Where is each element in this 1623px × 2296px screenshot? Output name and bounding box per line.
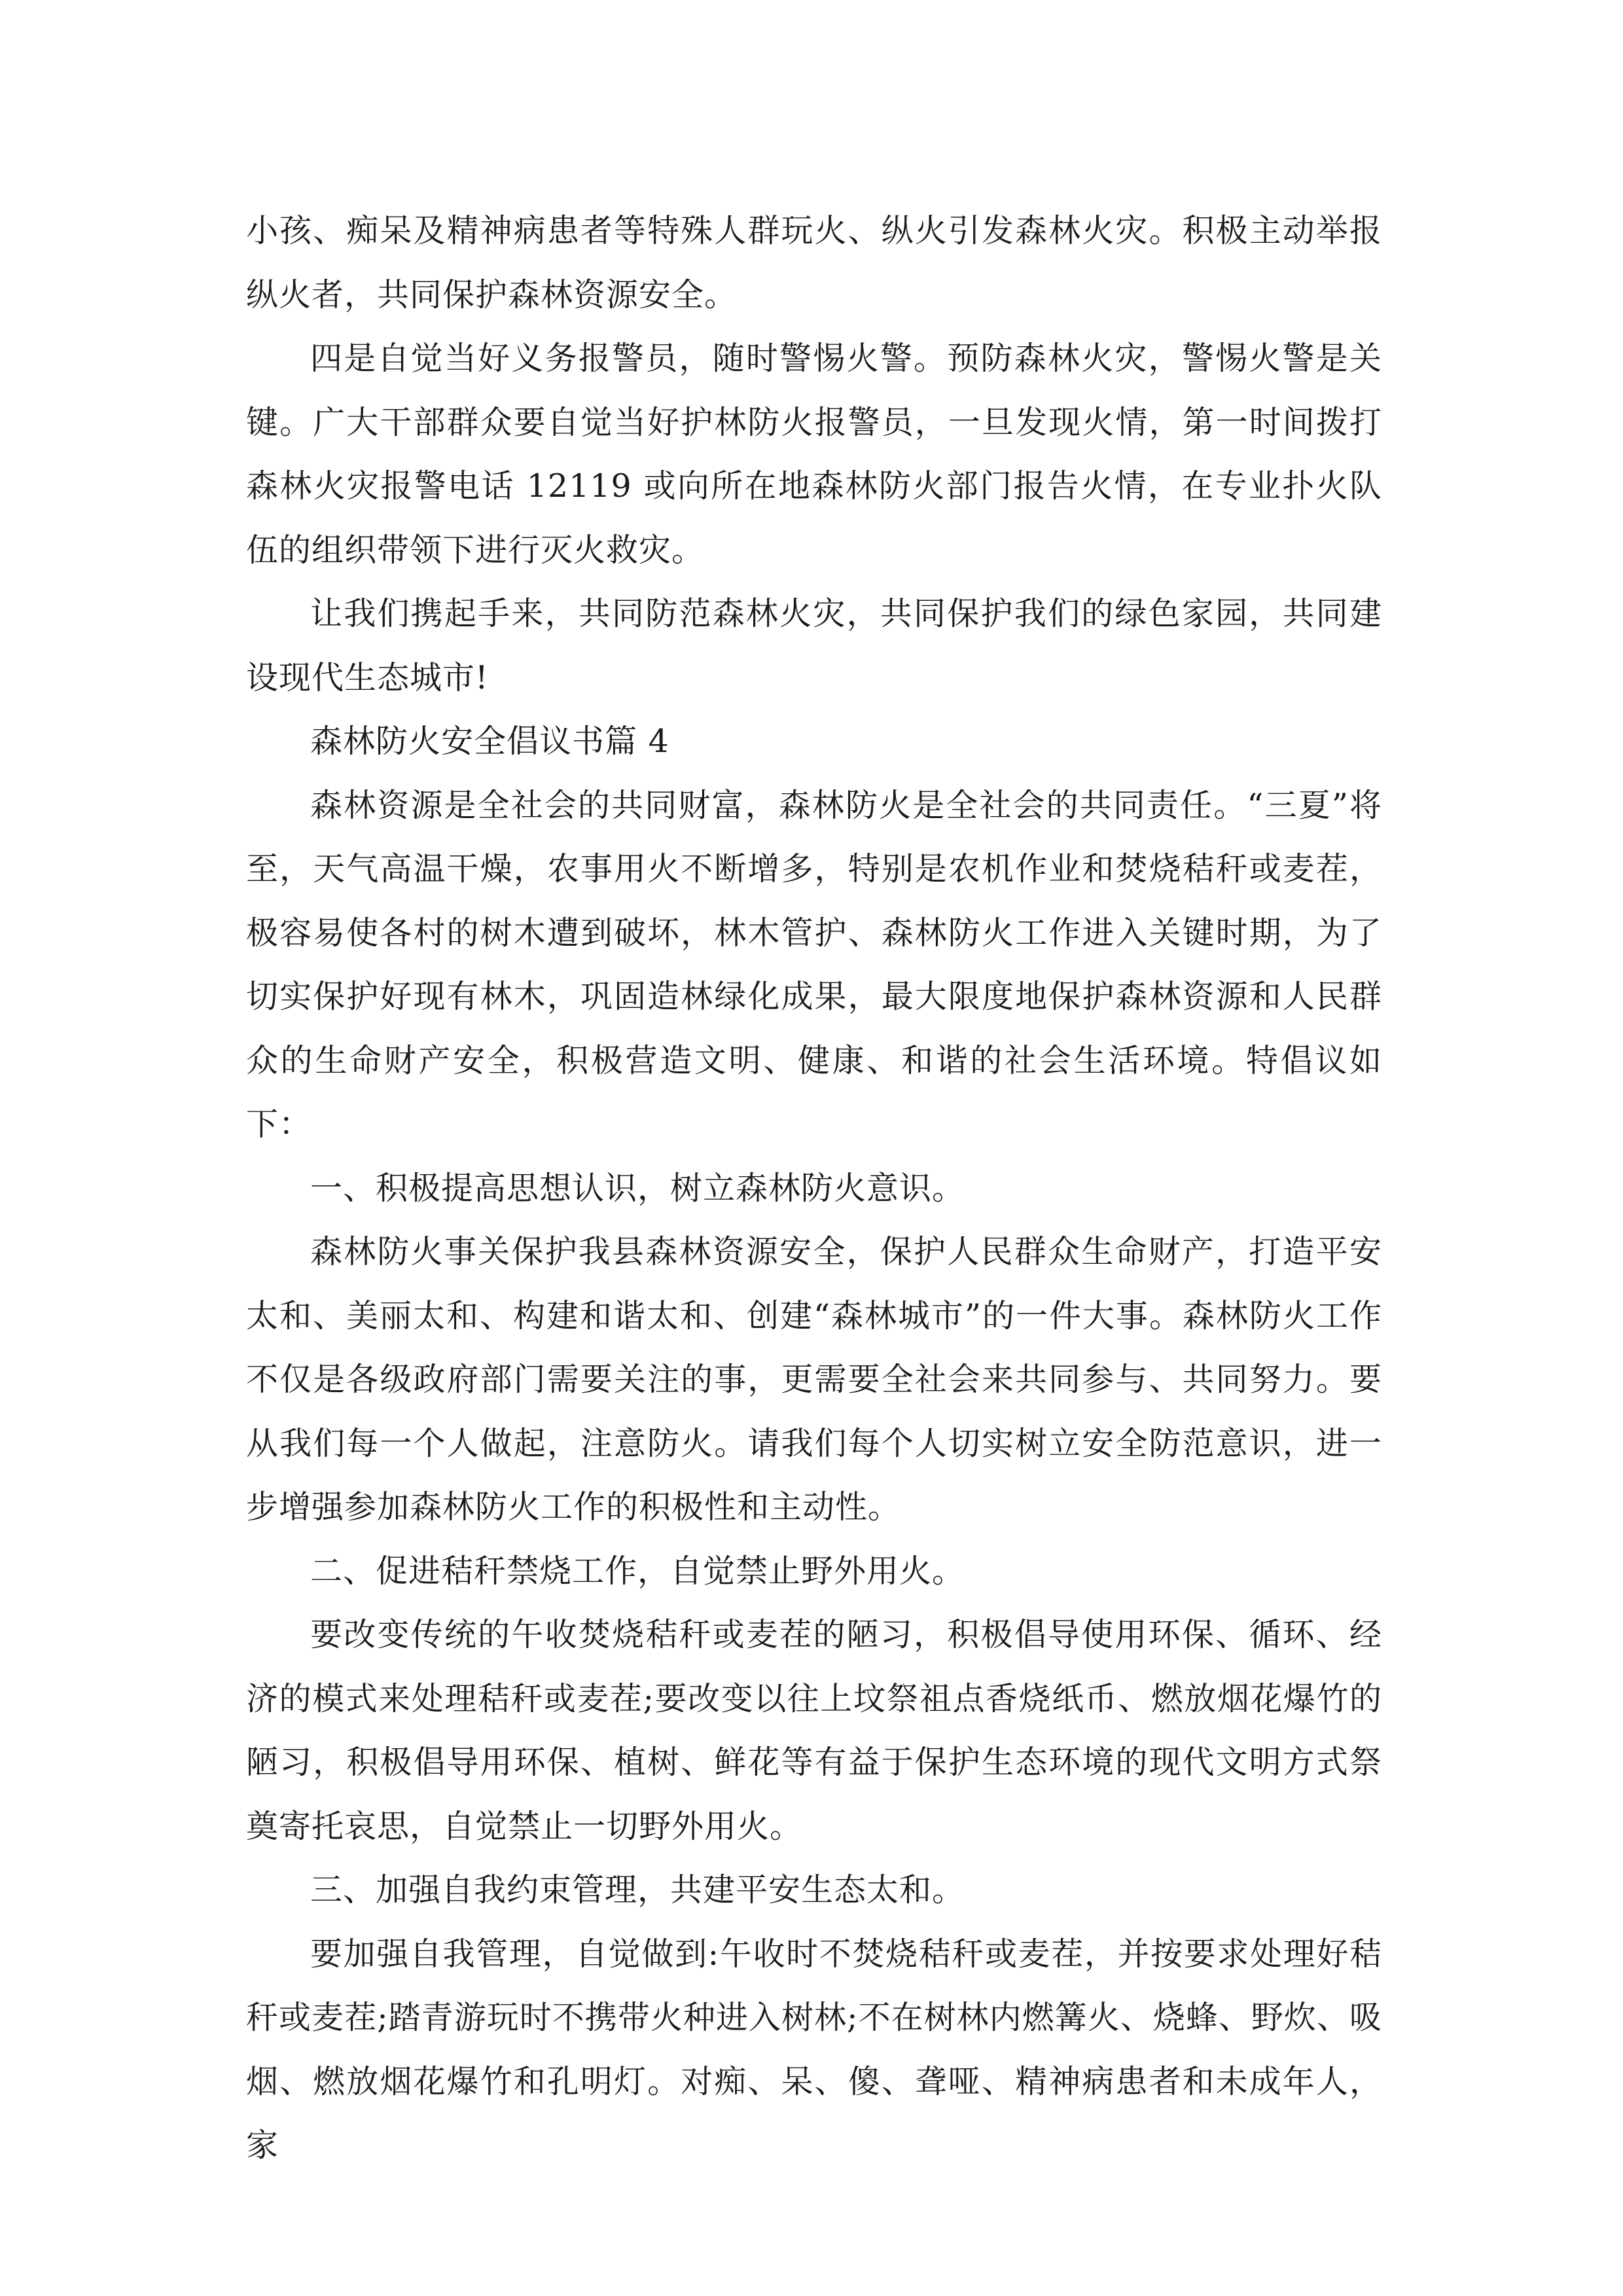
paragraph-point-three: 要加强自我管理，自觉做到:午收时不焚烧秸秆或麦茬，并按要求处理好秸秆或麦茬;踏青游玩时不携带火种进入树林;不在树林内燃篝火、烧蜂、野炊、吸烟、燃放烟花爆竹和孔明灯。对痴、呆、傻、聋哑、精神病患者和未成年人，家 [246,1935,1382,2164]
heading-point-one: 一、积极提高思想认识，树立森林防火意识。 [310,1169,965,1207]
heading-point-three: 三、加强自我约束管理，共建平安生态太和。 [310,1871,965,1909]
document-body [246,199,1382,2178]
section-title: 森林防火安全倡议书篇 4 [310,723,669,760]
paragraph-point-two: 要改变传统的午收焚烧秸秆或麦茬的陋习，积极倡导使用环保、循环、经济的模式来处理秸秆或麦茬;要改变以往上坟祭祖点香烧纸币、燃放烟花爆竹的陋习，积极倡导用环保、植树、鲜花等有益于保护生态环境的现代文明方式祭奠寄托哀思，自觉禁止一切野外用火。 [246,1616,1382,1845]
paragraph-item-four: 四是自觉当好义务报警员，随时警惕火警。预防森林火灾，警惕火警是关键。广大干部群众要自觉当好护林防火报警员，一旦发现火情，第一时间拨打森林火灾报警电话 12119 或向所在地森林防火部门报告火情，在专业扑火队伍的组织带领下进行灭火救灾。 [246,340,1382,569]
paragraph-continuation: 小孩、痴呆及精神病患者等特殊人群玩火、纵火引发森林火灾。积极主动举报纵火者，共同保护森林资源安全。 [246,212,1382,314]
paragraph-closing-appeal: 让我们携起手来，共同防范森林火灾，共同保护我们的绿色家园，共同建设现代生态城市! [246,595,1382,696]
heading-point-two: 二、促进秸秆禁烧工作，自觉禁止野外用火。 [310,1552,965,1590]
paragraph-intro: 森林资源是全社会的共同财富，森林防火是全社会的共同责任。“三夏”将至，天气高温干燥，农事用火不断增多，特别是农机作业和焚烧秸秆或麦茬，极容易使各村的树木遭到破坏，林木管护、森林防火工作进入关键时期，为了切实保护好现有林木，巩固造林绿化成果，最大限度地保护森林资源和人民群众的生命财产安全，积极营造文明、健康、和谐的社会生活环境。特倡议如下： [246,786,1382,1143]
paragraph-point-one: 森林防火事关保护我县森林资源安全，保护人民群众生命财产，打造平安太和、美丽太和、构建和谐太和、创建“森林城市”的一件大事。森林防火工作不仅是各级政府部门需要关注的事，更需要全社会来共同参与、共同努力。要从我们每一个人做起，注意防火。请我们每个人切实树立安全防范意识，进一步增强参加森林防火工作的积极性和主动性。 [246,1233,1382,1526]
